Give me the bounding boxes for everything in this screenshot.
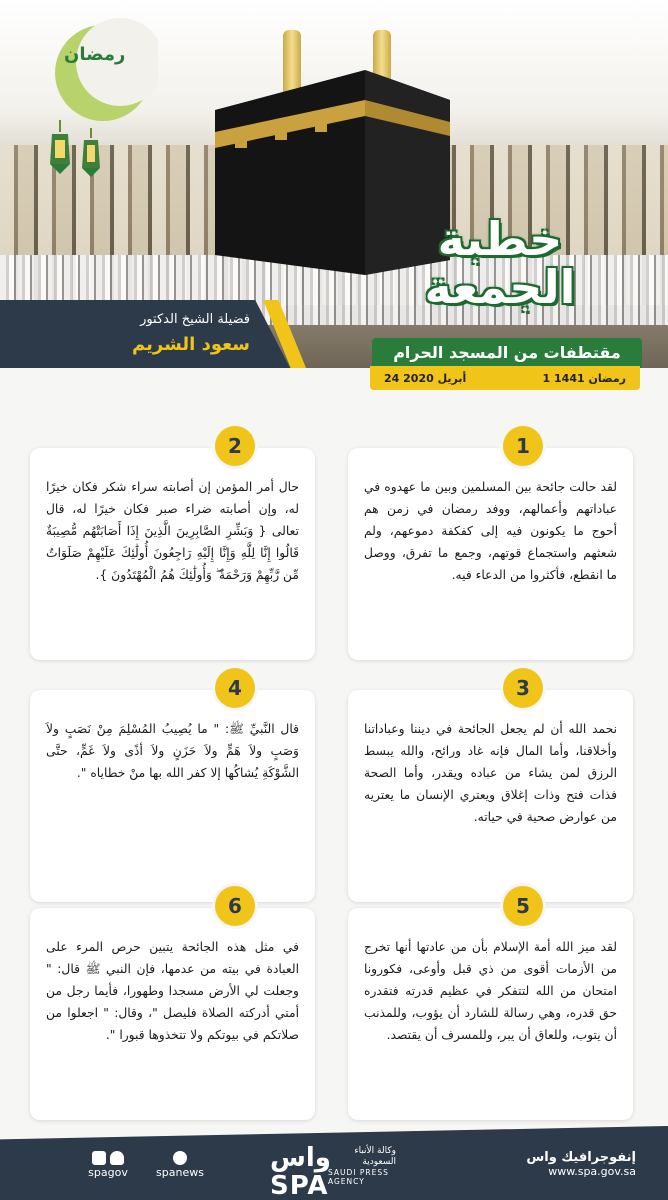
social-handle: spanews <box>156 1166 204 1179</box>
card-text: في مثل هذه الجائحة يتبين حرص المرء على العبادة في بيته من عدمها، فإن النبي ﷺ قال: " وجعلت لي الأرض مسجدا وطهورا، فأيما رجل من أمتي أدركته الصلاة فليصل "، وقال: " اجعلوا من صلاتكم في بيوتكم ولا تتخذوها قبورا ". <box>46 940 299 1042</box>
footer-infographic <box>486 1150 636 1178</box>
website-link[interactable]: www.spa.gov.sa <box>548 1165 636 1178</box>
infographic-label: إنفوجرافيك واس <box>526 1150 636 1165</box>
hijri-date: 1 رمضان 1441 <box>542 371 626 385</box>
sheikh-name: سعود الشريم <box>132 334 250 355</box>
excerpt-card-4 <box>30 676 315 902</box>
gregorian-date: 24 أبريل 2020 <box>384 371 467 385</box>
khutbah-title <box>350 212 650 314</box>
hero-banner <box>0 0 668 368</box>
subtitle: مقتطفات من المسجد الحرام <box>372 338 642 368</box>
title-line-2: الجمعة <box>424 260 576 314</box>
card-number: 6 <box>215 886 255 926</box>
title-line-1: خطبة <box>437 212 563 266</box>
ramadan-logo-text: رمضان <box>64 44 126 65</box>
spa-logo <box>270 1143 398 1200</box>
instagram-icon[interactable] <box>173 1151 187 1165</box>
spa-logo-mark: واس SPA <box>270 1143 331 1200</box>
spa-logo-english: SAUDI PRESS AGENCY <box>328 1168 389 1186</box>
card-text: نحمد الله أن لم يجعل الجائحة في ديننا وعباداتنا وأخلاقنا، وأما المال فإنه غاد ورائح، والله يبسط الرزق لمن يشاء من عباده ويقدر، وأما الصحة فذات فتح وذات إغلاق ويعتري الإنسان ما يعتريه من عوارض صحية في حياته. <box>364 722 617 824</box>
card-text: حال أمر المؤمن إن أصابته سراء شكر فكان خيرًا له، وإن أصابته ضراء صبر فكان خيرًا له، قال تعالى { وَبَشِّرِ الصَّابِرِينَ الَّذِينَ إِذَا أَصَابَتْهُم مُّصِيبَةٌ قَالُوا إِنَّا لِلَّهِ وَإِنَّا إِلَيْهِ رَاجِعُونَ أُولَٰئِكَ عَلَيْهِمْ صَلَوَاتٌ مِّن رَّبِّهِمْ وَرَحْمَةٌ ۖ وَأُولَٰئِكَ هُمُ الْمُهْتَدُونَ }. <box>46 480 299 582</box>
card-text: قال النَّبيِّ ﷺ: " ما يُصِيبُ المُسْلِمَ مِنْ نَصَبٍ ولاَ وَصَبٍ ولاَ هَمٍّ ولاَ حَزَنٍ ولاَ أذًى ولاَ غَمٍّ، حتَّى الشَّوْكَةِ يُشاكُها إلا كفر الله بها منْ خطاياه ". <box>46 722 299 780</box>
snapchat-icon[interactable] <box>110 1151 124 1165</box>
excerpt-card-6 <box>30 894 315 1120</box>
card-text: لقد ميز الله أمة الإسلام بأن من عادتها أنها تخرج من الأزمات أقوى من ذي قبل وأوعى، فكورونا امتحان من الله لتتفكر في عظيم قدرته فتقدره حق قدره، وهي رسالة للشارد أن يؤوب، وللمذنب أن يتوب، وللعاق أن يبر، وللمسرف أن يقتصد. <box>364 940 617 1042</box>
excerpt-card-3 <box>348 676 633 902</box>
card-text: لقد حالت جائحة بين المسلمين وبين ما عهدوه في عباداتهم وأعمالهم، ووفد رمضان في زمن هم أحوج ما يكونون فيه إلى كفكفة دموعهم، ولم شعثهم واستجماع قوتهم، وجمع ما تفرق، ووصل ما انقطع، فأكثروا من الدعاء فيه. <box>364 480 617 582</box>
card-number: 4 <box>215 668 255 708</box>
spa-logo-arabic: وكالة الأنباء السعودية <box>354 1146 396 1167</box>
date-bar <box>370 366 640 390</box>
excerpt-card-2 <box>30 434 315 660</box>
social-handle: spagov <box>88 1166 128 1179</box>
crescent-moon-icon <box>48 18 158 128</box>
sheikh-title: فضيلة الشيخ الدكتور <box>140 312 250 327</box>
lantern-icon <box>80 128 102 178</box>
excerpt-card-5 <box>348 894 633 1120</box>
social-spagov[interactable] <box>78 1150 138 1179</box>
card-number: 5 <box>503 886 543 926</box>
youtube-icon[interactable] <box>92 1151 106 1165</box>
social-spanews[interactable] <box>150 1150 210 1179</box>
card-number: 2 <box>215 426 255 466</box>
lantern-icon <box>48 120 72 176</box>
card-number: 3 <box>503 668 543 708</box>
excerpt-card-1 <box>348 434 633 660</box>
card-number: 1 <box>503 426 543 466</box>
